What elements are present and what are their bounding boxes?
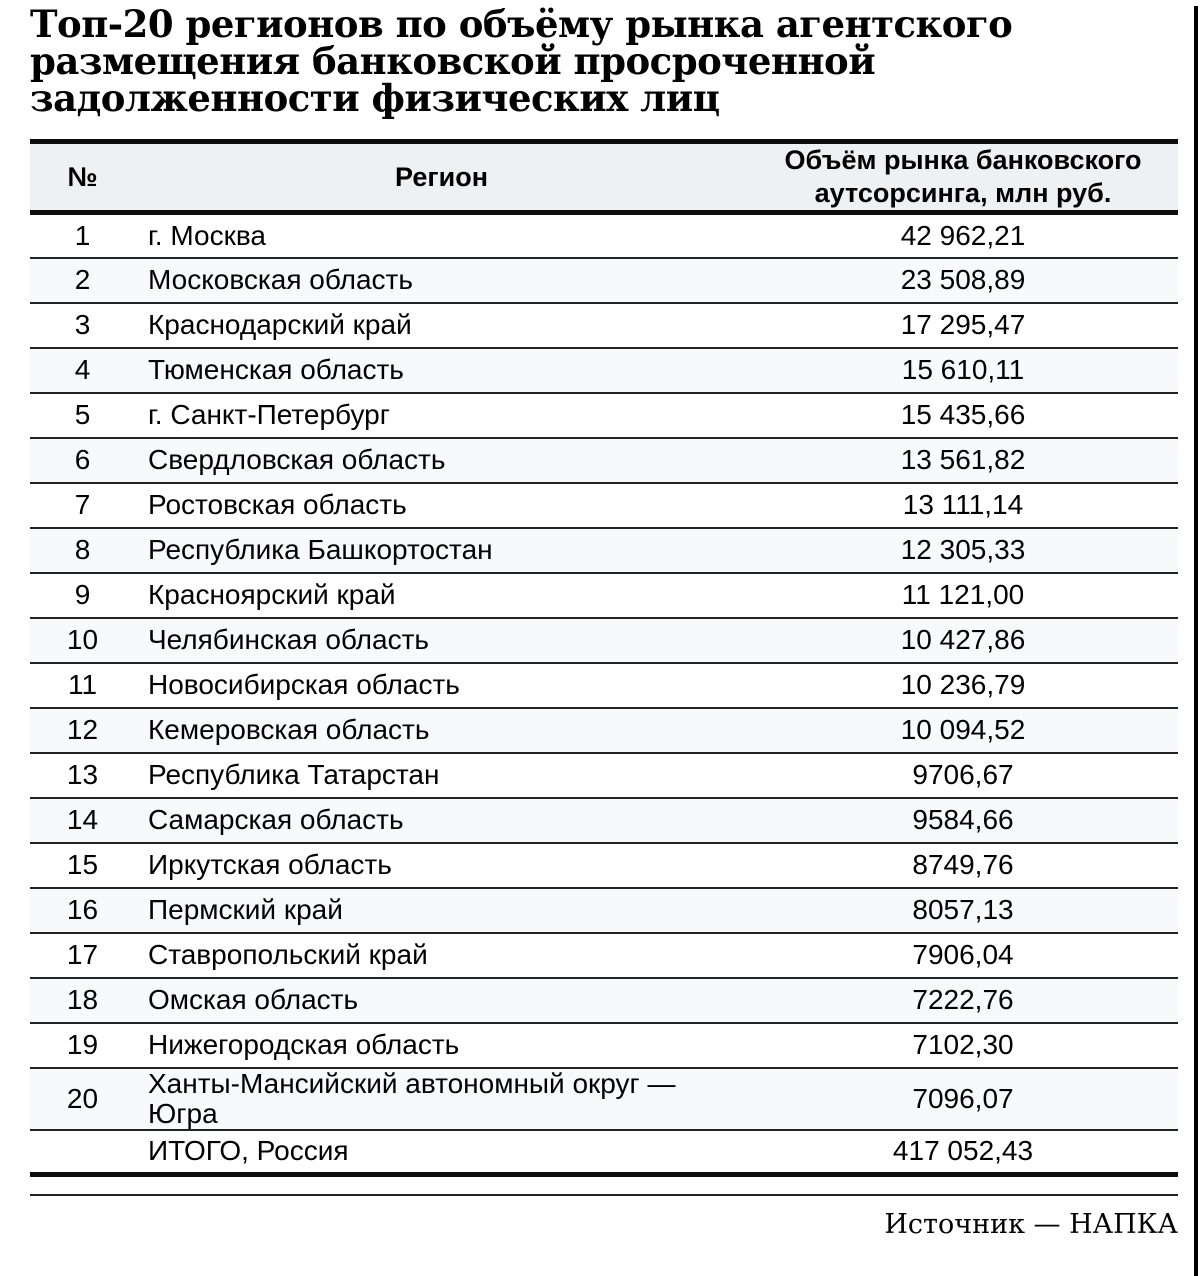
footer-rule [30,1194,1178,1196]
cell-num: 3 [30,303,135,348]
cell-region: Нижегородская область [135,1023,748,1068]
table-row [30,888,1178,933]
cell-num: 1 [30,213,135,258]
cell-value: 7906,04 [748,933,1178,978]
cell-num: 11 [30,663,135,708]
cell-value: 9706,67 [748,753,1178,798]
cell-value: 15 435,66 [748,393,1178,438]
cell-num: 14 [30,798,135,843]
cell-value: 13 561,82 [748,438,1178,483]
cell-num: 7 [30,483,135,528]
cell-value: 42 962,21 [748,213,1178,258]
cell-region: Пермский край [135,888,748,933]
cell-region: Республика Татарстан [135,753,748,798]
header-cell-value: Объём рынка банковского аутсорсинга, млн руб. [748,142,1178,213]
table-row [30,753,1178,798]
cell-region: Красноярский край [135,573,748,618]
cell-num: 18 [30,978,135,1023]
cell-value: 10 236,79 [748,663,1178,708]
cell-region: Свердловская область [135,438,748,483]
cell-value: 7222,76 [748,978,1178,1023]
header-row [30,142,1178,213]
table-row [30,348,1178,393]
cell-region: Кемеровская область [135,708,748,753]
cell-num [30,1130,135,1175]
cell-region: Ставропольский край [135,933,748,978]
cell-num: 9 [30,573,135,618]
cell-region: Челябинская область [135,618,748,663]
cell-num: 19 [30,1023,135,1068]
cell-num: 12 [30,708,135,753]
header-cell-number: № [30,142,135,213]
page [0,2,1200,1276]
cell-num: 17 [30,933,135,978]
cell-region: Республика Башкортостан [135,528,748,573]
cell-region: ИТОГО, Россия [135,1130,748,1175]
cell-region: Иркутская область [135,843,748,888]
table-row [30,213,1178,258]
cell-region: Ростовская область [135,483,748,528]
cell-num: 4 [30,348,135,393]
table-row [30,978,1178,1023]
table-row [30,708,1178,753]
cell-num: 16 [30,888,135,933]
cell-num: 15 [30,843,135,888]
total-row [30,1130,1178,1175]
cell-value: 11 121,00 [748,573,1178,618]
cell-region: Самарская область [135,798,748,843]
table-row [30,303,1178,348]
regions-table [30,139,1178,1177]
cell-value: 8057,13 [748,888,1178,933]
cell-value: 417 052,43 [748,1130,1178,1175]
cell-value: 8749,76 [748,843,1178,888]
cell-region: Краснодарский край [135,303,748,348]
cell-value: 13 111,14 [748,483,1178,528]
table-row [30,483,1178,528]
cell-region: Ханты-Мансийский автономный округ — Югра [135,1068,748,1130]
table-row [30,528,1178,573]
cell-region: Тюменская область [135,348,748,393]
table-row [30,798,1178,843]
cell-num: 10 [30,618,135,663]
cell-value: 10 427,86 [748,618,1178,663]
table-header [30,142,1178,213]
cell-region: Новосибирская область [135,663,748,708]
table-row [30,663,1178,708]
table-row [30,933,1178,978]
cell-num: 5 [30,393,135,438]
table-row [30,1068,1178,1130]
table-row [30,258,1178,303]
cell-value: 9584,66 [748,798,1178,843]
source-note: Источник — НАПКА [884,1209,1178,1240]
cell-num: 13 [30,753,135,798]
cell-value: 7096,07 [748,1068,1178,1130]
cell-value: 10 094,52 [748,708,1178,753]
cell-num: 20 [30,1068,135,1130]
table-row [30,393,1178,438]
cell-region: Омская область [135,978,748,1023]
header-cell-region: Регион [135,142,748,213]
cell-num: 8 [30,528,135,573]
page-right-border [1194,6,1198,1276]
cell-value: 15 610,11 [748,348,1178,393]
cell-num: 6 [30,438,135,483]
table-row [30,438,1178,483]
cell-num: 2 [30,258,135,303]
cell-region: г. Санкт-Петербург [135,393,748,438]
table-row [30,618,1178,663]
page-title: Топ-20 регионов по объёму рынка агентского размещения банковской просроченной задолженности физических лиц [30,2,1013,120]
cell-region: Московская область [135,258,748,303]
cell-region: г. Москва [135,213,748,258]
table-row [30,843,1178,888]
cell-value: 23 508,89 [748,258,1178,303]
cell-value: 17 295,47 [748,303,1178,348]
table-body [30,213,1178,1175]
table-row [30,573,1178,618]
cell-value: 12 305,33 [748,528,1178,573]
table-row [30,1023,1178,1068]
cell-value: 7102,30 [748,1023,1178,1068]
